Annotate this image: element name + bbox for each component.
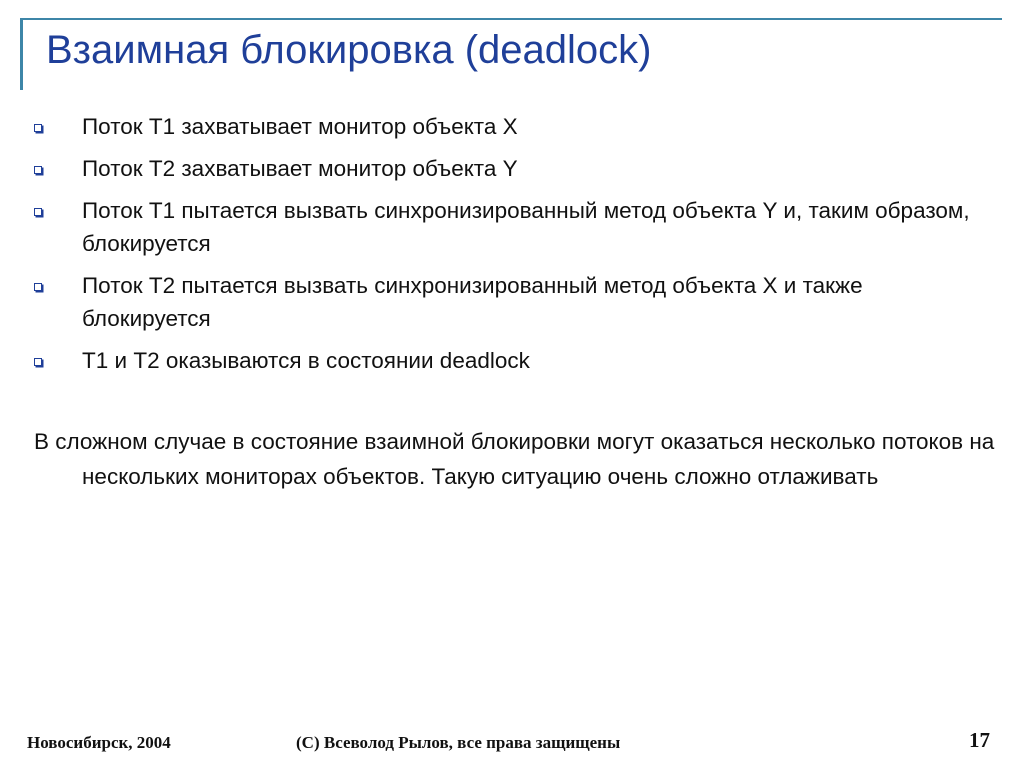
bullet-list <box>34 110 994 386</box>
bullet-item <box>34 152 994 185</box>
footer-location-year: Новосибирск, 2004 <box>27 733 171 752</box>
square-bullet-icon <box>34 283 42 291</box>
bullet-text: Поток T1 захватывает монитор объекта X <box>82 114 518 139</box>
bullet-text: Поток T2 пытается вызвать синхронизированный метод объекта X и также блокируется <box>82 273 863 331</box>
square-bullet-icon <box>34 124 42 132</box>
square-bullet-icon <box>34 166 42 174</box>
bullet-item <box>34 344 994 377</box>
square-bullet-icon <box>34 358 42 366</box>
bullet-text: T1 и T2 оказываются в состоянии deadlock <box>82 348 530 373</box>
bullet-text: Поток T2 захватывает монитор объекта Y <box>82 156 518 181</box>
page-number: 17 <box>969 728 990 752</box>
bullet-item <box>34 110 994 143</box>
bullet-text: Поток T1 пытается вызвать синхронизированный метод объекта Y и, таким образом, блокируется <box>82 198 970 256</box>
bullet-item <box>34 269 994 335</box>
footer-copyright: (C) Всеволод Рылов, все права защищены <box>296 733 621 752</box>
slide-title: Взаимная блокировка (deadlock) <box>46 28 652 72</box>
square-bullet-icon <box>34 208 42 216</box>
bullet-item <box>34 194 994 260</box>
body-paragraph: В сложном случае в состояние взаимной блокировки могут оказаться несколько потоков на нескольких мониторах объектов. Такую ситуацию очень сложно отлаживать <box>34 429 995 489</box>
